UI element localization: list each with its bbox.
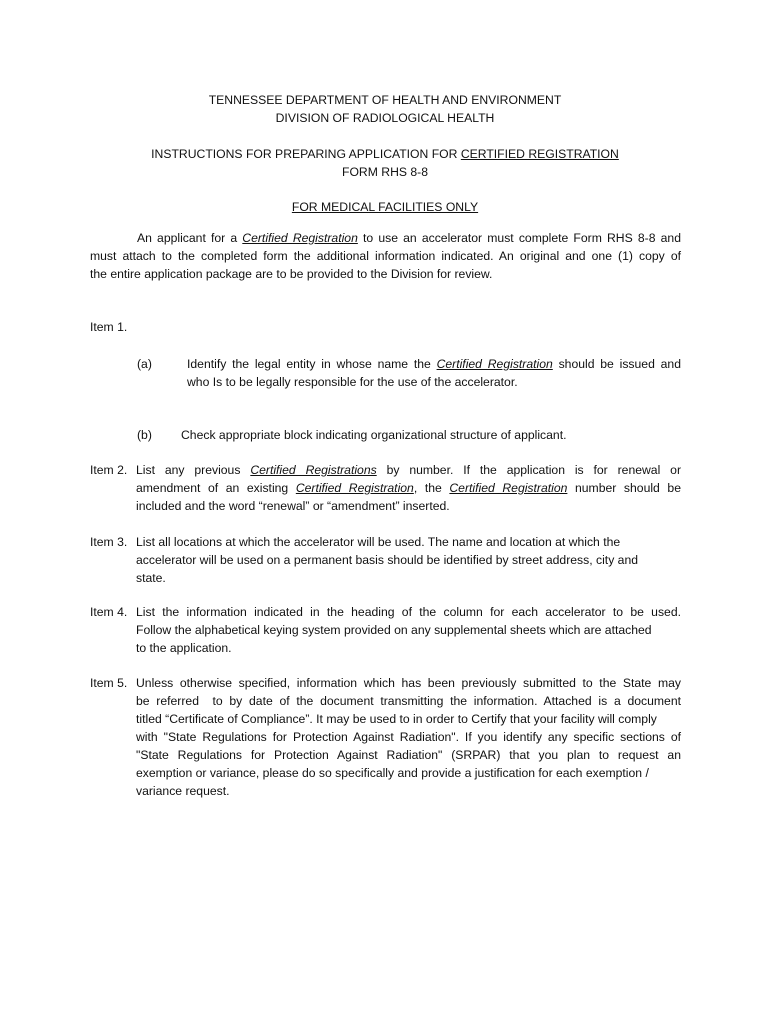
certified-registration-term: Certified Registrations (250, 463, 377, 477)
instructions-prefix: INSTRUCTIONS FOR PREPARING APPLICATION FOR (151, 147, 461, 161)
item-5-line-4: with "State Regulations for Protection Against Radiation". If you identify any specific sections of (136, 730, 681, 744)
item-1a-line-2: who Is to be legally responsible for the use of the accelerator. (187, 375, 518, 389)
item-2-line-1 (136, 461, 681, 479)
item-1-label: Item 1. (90, 320, 128, 334)
certified-registration-term: Certified Registration (295, 481, 414, 495)
department-title: TENNESSEE DEPARTMENT OF HEALTH AND ENVIRONMENT (208, 93, 562, 107)
item-1a-text: Identify the legal entity in whose name the (187, 357, 437, 371)
item-1b-label: (b) (137, 428, 152, 442)
item-3-line-3: state. (136, 571, 166, 585)
item-5-line-5: "State Regulations for Protection Against Radiation" (SRPAR) that you plan to request an (136, 748, 681, 762)
item-1a-text: should be issued and (552, 357, 681, 371)
item-1a-line-1 (187, 355, 681, 373)
intro-line-3: the entire application package are to be provided to the Division for review. (90, 267, 493, 281)
item-2-line-2 (136, 479, 681, 497)
item-4-line-1: List the information indicated in the heading of the column for each accelerator to be used. (136, 605, 681, 619)
item-1a-label: (a) (137, 357, 152, 371)
item-5-line-3: titled “Certificate of Compliance”. It may be used to in order to Certify that your facility will comply (136, 712, 657, 726)
certified-registration-term: Certified Registration (242, 231, 358, 245)
item-1b-text: Check appropriate block indicating organizational structure of applicant. (181, 428, 567, 442)
scope-heading (0, 200, 770, 214)
item-2-text: amendment of an existing (136, 481, 296, 495)
item-3-line-1: List all locations at which the accelerator will be used. The name and location at which the (136, 535, 621, 549)
certified-registration-term: Certified Registration (436, 357, 553, 371)
scope-heading-text: FOR MEDICAL FACILITIES ONLY (291, 200, 479, 214)
form-number: FORM RHS 8-8 (342, 165, 428, 179)
intro-line-1 (137, 229, 681, 247)
division-title: DIVISION OF RADIOLOGICAL HEALTH (275, 111, 495, 125)
item-2-text: by number. If the application is for renewal or (376, 463, 682, 477)
item-2-text: , the (413, 481, 450, 495)
item-2-line-3: included and the word “renewal” or “amendment” inserted. (136, 499, 450, 513)
item-5-line-1: Unless otherwise specified, information which has been previously submitted to the State may (136, 676, 681, 690)
item-4-line-2: Follow the alphabetical keying system provided on any supplemental sheets which are attached (136, 623, 652, 637)
item-5-line-7: variance request. (136, 784, 230, 798)
item-2-text: number should be (567, 481, 681, 495)
item-5-line-6: exemption or variance, please do so specifically and provide a justification for each exemption / (136, 766, 649, 780)
item-4-line-3: to the application. (136, 641, 232, 655)
item-5-label: Item 5. (90, 676, 128, 690)
intro-line-2: must attach to the completed form the additional information indicated. An original and one (1) copy of (90, 249, 681, 263)
intro-text: An applicant for a (137, 231, 243, 245)
item-2-text: List any previous (136, 463, 251, 477)
instructions-title (0, 147, 770, 161)
item-5-line-2: be referred to by date of the document transmitting the information. Attached is a document (136, 694, 681, 708)
item-3-label: Item 3. (90, 535, 128, 549)
item-3-line-2: accelerator will be used on a permanent basis should be identified by street address, city and (136, 553, 639, 567)
intro-text: to use an accelerator must complete Form RHS 8-8 and (357, 231, 681, 245)
item-4-label: Item 4. (90, 605, 128, 619)
certified-registration-term: Certified Registration (449, 481, 568, 495)
item-2-label: Item 2. (90, 463, 128, 477)
instructions-underlined: CERTIFIED REGISTRATION (460, 147, 619, 161)
